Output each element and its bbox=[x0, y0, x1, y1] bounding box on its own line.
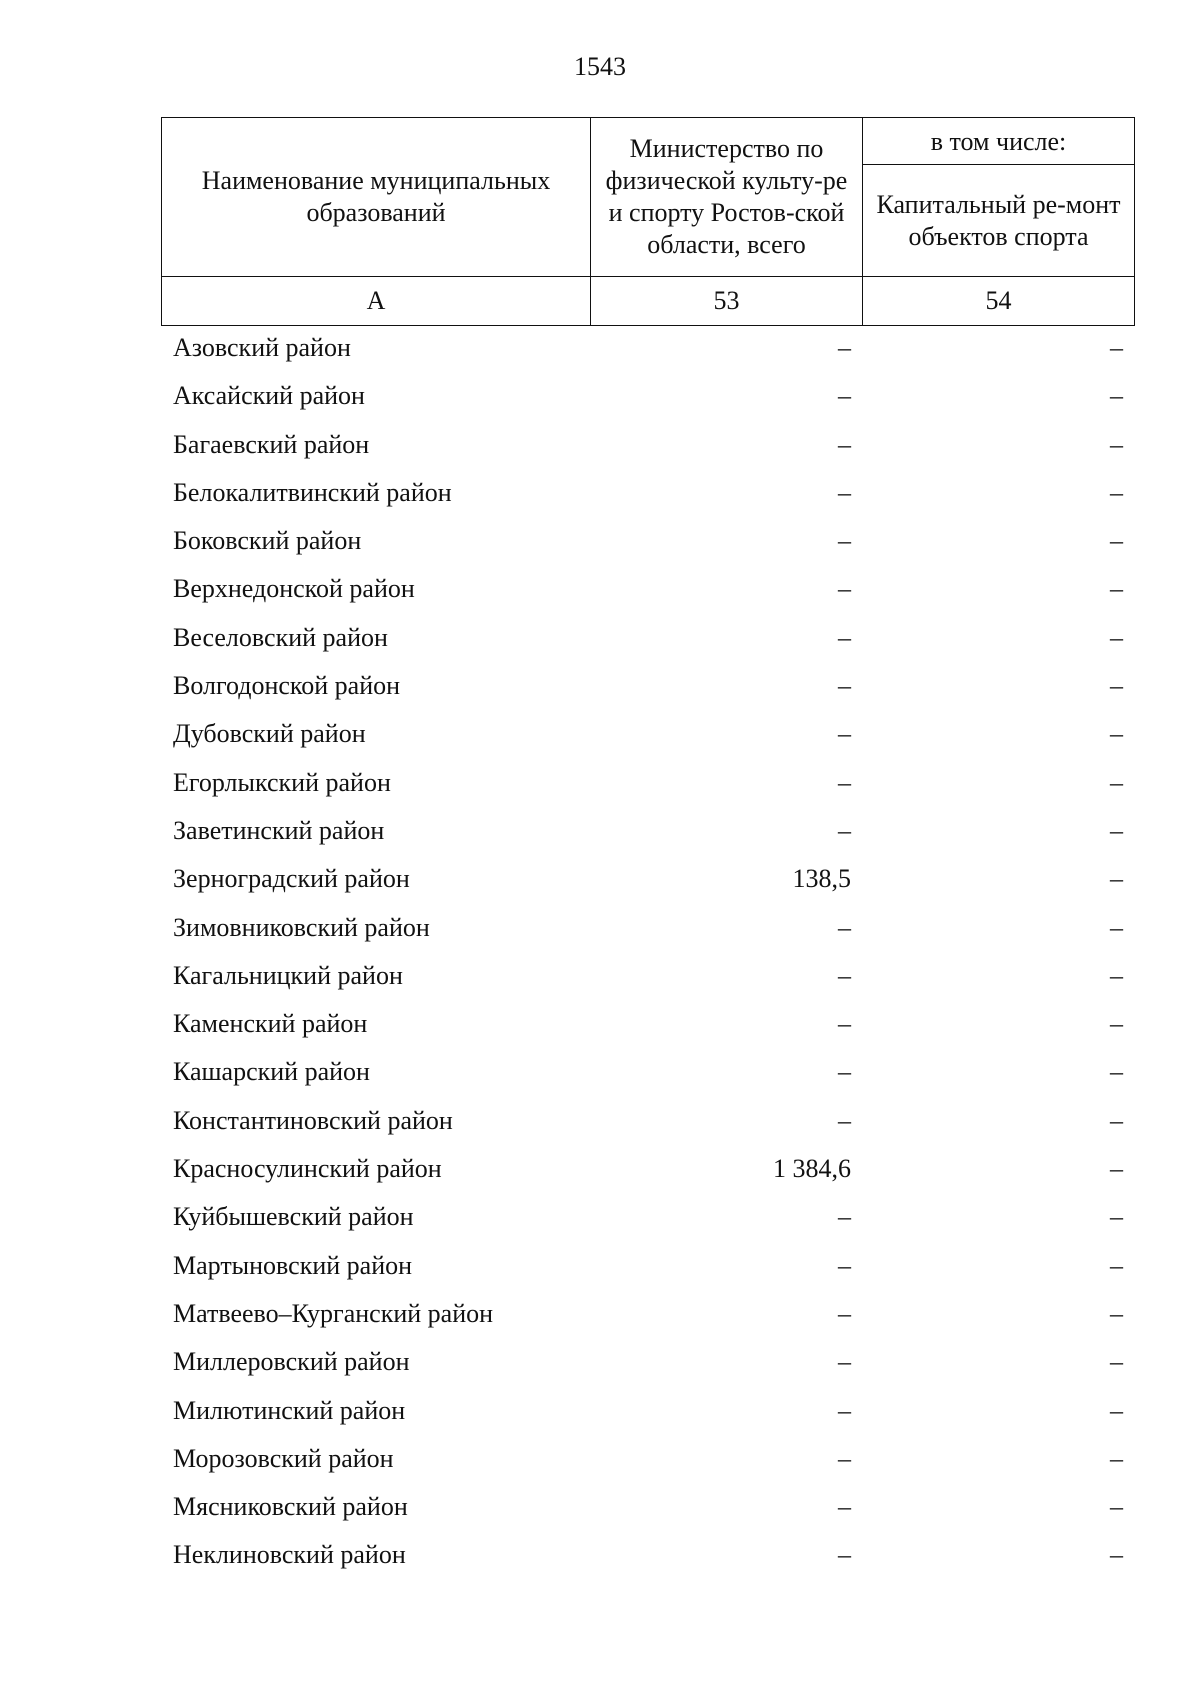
page-number: 1543 bbox=[574, 52, 626, 81]
row-ministry-total-value: 1 384,6 bbox=[773, 1154, 851, 1184]
column-header-including: в том числе: bbox=[863, 118, 1135, 165]
row-capital-repair-value: – bbox=[1110, 1105, 1123, 1135]
column-header-ministry-total: Министерство по физической культу-ре и спорту Ростов-ской области, всего bbox=[591, 118, 863, 277]
table-row bbox=[161, 1146, 1134, 1194]
row-capital-repair-value: – bbox=[1110, 1057, 1123, 1087]
table-row bbox=[161, 1049, 1134, 1097]
row-capital-repair-value: – bbox=[1110, 719, 1123, 749]
row-capital-repair-value: – bbox=[1110, 671, 1123, 701]
row-capital-repair-value: – bbox=[1110, 1347, 1123, 1377]
table-row bbox=[161, 905, 1134, 953]
row-ministry-total-value: – bbox=[838, 1492, 851, 1522]
row-ministry-total-value: – bbox=[838, 1395, 851, 1425]
row-ministry-total-value: – bbox=[838, 574, 851, 604]
row-municipality-name: Константиновский район bbox=[173, 1105, 453, 1135]
table-row bbox=[161, 1388, 1134, 1436]
row-municipality-name: Каменский район bbox=[173, 1009, 368, 1039]
row-municipality-name: Веселовский район bbox=[173, 622, 388, 652]
row-ministry-total-value: – bbox=[838, 1057, 851, 1087]
row-ministry-total-value: – bbox=[838, 767, 851, 797]
row-municipality-name: Неклиновский район bbox=[173, 1540, 406, 1570]
row-capital-repair-value: – bbox=[1110, 1540, 1123, 1570]
row-municipality-name: Мясниковский район bbox=[173, 1492, 408, 1522]
column-code-a: А bbox=[162, 277, 591, 326]
row-capital-repair-value: – bbox=[1110, 429, 1123, 459]
row-capital-repair-value: – bbox=[1110, 333, 1123, 362]
row-capital-repair-value: – bbox=[1110, 1202, 1123, 1232]
row-municipality-name: Миллеровский район bbox=[173, 1347, 410, 1377]
row-ministry-total-value: – bbox=[838, 526, 851, 556]
column-code-53: 53 bbox=[591, 277, 863, 326]
row-capital-repair-value: – bbox=[1110, 1298, 1123, 1328]
row-municipality-name: Морозовский район bbox=[173, 1443, 394, 1473]
table-row bbox=[161, 953, 1134, 1001]
row-municipality-name: Зимовниковский район bbox=[173, 912, 430, 942]
row-capital-repair-value: – bbox=[1110, 1009, 1123, 1039]
row-capital-repair-value: – bbox=[1110, 1492, 1123, 1522]
row-ministry-total-value: – bbox=[838, 815, 851, 845]
row-ministry-total-value: – bbox=[838, 1105, 851, 1135]
table-row bbox=[161, 373, 1134, 421]
row-ministry-total-value: – bbox=[838, 1298, 851, 1328]
row-municipality-name: Аксайский район bbox=[173, 381, 365, 411]
table-row bbox=[161, 1436, 1134, 1484]
row-ministry-total-value: – bbox=[838, 960, 851, 990]
table-row bbox=[161, 1243, 1134, 1291]
row-ministry-total-value: – bbox=[838, 1443, 851, 1473]
table-row bbox=[161, 518, 1134, 566]
row-capital-repair-value: – bbox=[1110, 1154, 1123, 1184]
table-row bbox=[161, 1484, 1134, 1532]
row-capital-repair-value: – bbox=[1110, 1250, 1123, 1280]
row-ministry-total-value: – bbox=[838, 1202, 851, 1232]
table-row bbox=[161, 1339, 1134, 1387]
row-ministry-total-value: – bbox=[838, 1347, 851, 1377]
table-row bbox=[161, 1194, 1134, 1242]
row-ministry-total-value: – bbox=[838, 429, 851, 459]
row-municipality-name: Матвеево–Курганский район bbox=[173, 1298, 494, 1328]
row-ministry-total-value: – bbox=[838, 1250, 851, 1280]
row-municipality-name: Дубовский район bbox=[173, 719, 366, 749]
row-municipality-name: Кагальницкий район bbox=[173, 960, 403, 990]
row-ministry-total-value: – bbox=[838, 1009, 851, 1039]
row-capital-repair-value: – bbox=[1110, 526, 1123, 556]
row-ministry-total-value: 138,5 bbox=[792, 864, 851, 894]
row-municipality-name: Мартыновский район bbox=[173, 1250, 413, 1280]
table-row bbox=[161, 856, 1134, 904]
row-municipality-name: Милютинский район bbox=[173, 1395, 406, 1425]
row-municipality-name: Заветинский район bbox=[173, 815, 385, 845]
row-capital-repair-value: – bbox=[1110, 381, 1123, 411]
table-row bbox=[161, 470, 1134, 518]
row-ministry-total-value: – bbox=[838, 622, 851, 652]
table-row bbox=[161, 1291, 1134, 1339]
table-row bbox=[161, 1098, 1134, 1146]
row-municipality-name: Боковский район bbox=[173, 526, 362, 556]
row-municipality-name: Егорлыкский район bbox=[173, 767, 391, 797]
table-row bbox=[161, 422, 1134, 470]
column-header-municipality: Наименование муниципальных образований bbox=[162, 118, 591, 277]
row-ministry-total-value: – bbox=[838, 333, 851, 362]
table-row bbox=[161, 760, 1134, 808]
column-code-54: 54 bbox=[863, 277, 1135, 326]
row-ministry-total-value: – bbox=[838, 477, 851, 507]
row-ministry-total-value: – bbox=[838, 671, 851, 701]
table-row bbox=[161, 663, 1134, 711]
row-municipality-name: Куйбышевский район bbox=[173, 1202, 414, 1232]
row-capital-repair-value: – bbox=[1110, 767, 1123, 797]
row-municipality-name: Красносулинский район bbox=[173, 1154, 442, 1184]
row-ministry-total-value: – bbox=[838, 719, 851, 749]
row-capital-repair-value: – bbox=[1110, 1443, 1123, 1473]
row-municipality-name: Волгодонской район bbox=[173, 671, 401, 701]
table-body bbox=[161, 325, 1134, 1581]
table-header bbox=[161, 117, 1135, 326]
row-capital-repair-value: – bbox=[1110, 815, 1123, 845]
table-row bbox=[161, 615, 1134, 663]
row-ministry-total-value: – bbox=[838, 1540, 851, 1570]
table-row bbox=[161, 1001, 1134, 1049]
row-municipality-name: Кашарский район bbox=[173, 1057, 370, 1087]
column-header-capital-repair: Капитальный ре-монт объектов спорта bbox=[863, 165, 1135, 277]
row-capital-repair-value: – bbox=[1110, 574, 1123, 604]
row-ministry-total-value: – bbox=[838, 912, 851, 942]
row-municipality-name: Верхнедонской район bbox=[173, 574, 415, 604]
table-row bbox=[161, 1532, 1134, 1580]
row-capital-repair-value: – bbox=[1110, 960, 1123, 990]
row-municipality-name: Азовский район bbox=[173, 333, 351, 362]
row-municipality-name: Зерноградский район bbox=[173, 864, 410, 894]
row-capital-repair-value: – bbox=[1110, 477, 1123, 507]
row-municipality-name: Багаевский район bbox=[173, 429, 370, 459]
table-row bbox=[161, 566, 1134, 614]
row-capital-repair-value: – bbox=[1110, 912, 1123, 942]
row-capital-repair-value: – bbox=[1110, 622, 1123, 652]
row-capital-repair-value: – bbox=[1110, 864, 1123, 894]
row-capital-repair-value: – bbox=[1110, 1395, 1123, 1425]
row-ministry-total-value: – bbox=[838, 381, 851, 411]
table-row bbox=[161, 711, 1134, 759]
row-municipality-name: Белокалитвинский район bbox=[173, 477, 452, 507]
table-row bbox=[161, 808, 1134, 856]
table-row bbox=[161, 325, 1134, 373]
